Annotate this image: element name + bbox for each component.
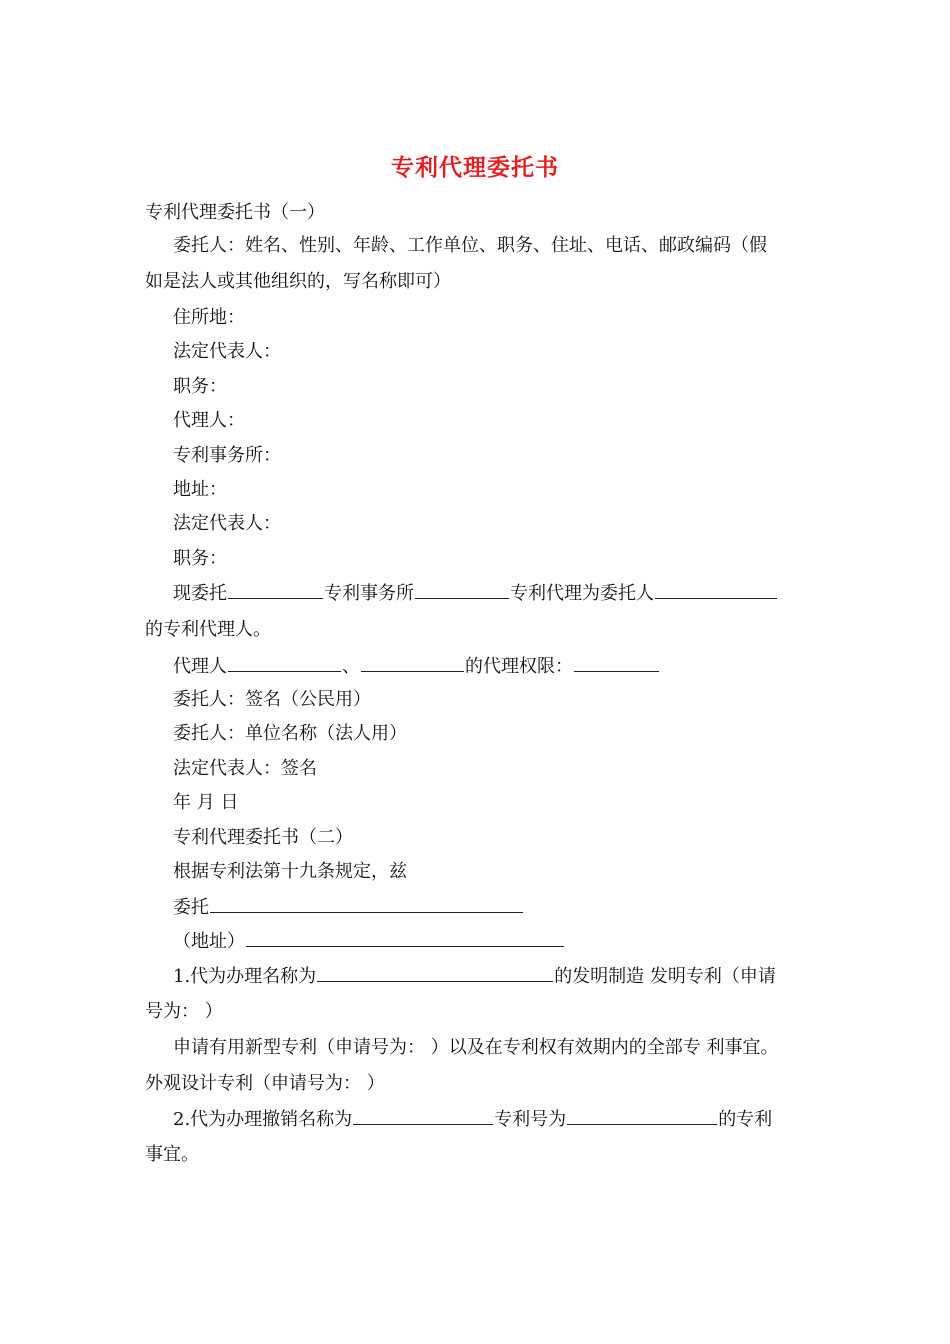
fill-blank[interactable]: [228, 653, 341, 672]
date-line: 年 月 日: [173, 792, 239, 813]
item-one-line: [173, 963, 776, 990]
entrust-line: [173, 580, 778, 607]
fill-blank[interactable]: [246, 928, 564, 947]
residence-label: 住所地：: [173, 307, 245, 328]
agent-authority-text-2: 、: [342, 656, 360, 677]
design-patent-line: 外观设计专利（申请号为： ）: [145, 1073, 385, 1094]
entrust-text-2: 专利事务所: [324, 583, 414, 604]
document-title: 专利代理委托书: [391, 154, 559, 181]
principal-line: 委托人：姓名、性别、年龄、工作单位、职务、住址、电话、邮政编码（假: [173, 235, 767, 256]
fill-blank[interactable]: [210, 894, 523, 913]
fill-blank[interactable]: [228, 580, 323, 599]
legal-representative-label: 法定代表人：: [173, 341, 281, 362]
agent-label: 代理人：: [173, 410, 245, 431]
principal-signature-citizen: 委托人：签名（公民用）: [173, 689, 371, 710]
item-two-text-1: 2.代为办理撤销名称为: [173, 1109, 353, 1130]
item-one-line-continued: 号为： ）: [145, 1001, 223, 1022]
legal-representative-signature: 法定代表人：签名: [173, 758, 317, 779]
item-two-text-2: 专利号为: [494, 1109, 567, 1130]
entrust-text-3: 专利代理为委托人: [510, 583, 654, 604]
fill-blank[interactable]: [567, 1106, 717, 1125]
fill-blank[interactable]: [574, 653, 659, 672]
item-two-text-3: 的专利: [718, 1109, 773, 1130]
position-label-2: 职务：: [173, 548, 227, 569]
agent-authority-line: [173, 653, 660, 680]
position-label: 职务：: [173, 376, 227, 397]
patent-law-line: 根据专利法第十九条规定，兹: [173, 861, 407, 882]
item-two-line-continued: 事宜。: [145, 1144, 199, 1165]
fill-blank[interactable]: [317, 963, 553, 982]
address-text: （地址）: [173, 931, 245, 952]
fill-blank[interactable]: [361, 653, 464, 672]
agent-authority-text-3: 的代理权限：: [465, 656, 573, 677]
patent-office-label: 专利事务所：: [173, 445, 281, 466]
entrust-to-line: [173, 894, 524, 921]
address-label: 地址：: [173, 479, 227, 500]
principal-signature-legal-person: 委托人：单位名称（法人用）: [173, 723, 407, 744]
section-heading-one: 专利代理委托书（一）: [145, 202, 325, 223]
item-one-text-1: 1.代为办理名称为: [173, 966, 317, 987]
item-one-text-2: 的发明制造 发明专利（申请: [554, 966, 776, 987]
fill-blank[interactable]: [353, 1106, 493, 1125]
address-line: [173, 928, 565, 955]
principal-line-continued: 如是法人或其他组织的，写名称即可）: [145, 271, 451, 292]
legal-representative-label-2: 法定代表人：: [173, 513, 281, 534]
utility-model-line: 申请有用新型专利（申请号为： ）以及在专利权有效期内的全部专 利事宜。: [173, 1037, 779, 1058]
entrust-to-text: 委托: [173, 897, 209, 918]
entrust-line-continued: 的专利代理人。: [145, 619, 271, 640]
agent-authority-text-1: 代理人: [173, 656, 227, 677]
entrust-text-1: 现委托: [173, 583, 227, 604]
section-heading-two: 专利代理委托书（二）: [173, 827, 353, 848]
fill-blank[interactable]: [415, 580, 509, 599]
fill-blank[interactable]: [655, 580, 777, 599]
item-two-line: [173, 1106, 772, 1133]
